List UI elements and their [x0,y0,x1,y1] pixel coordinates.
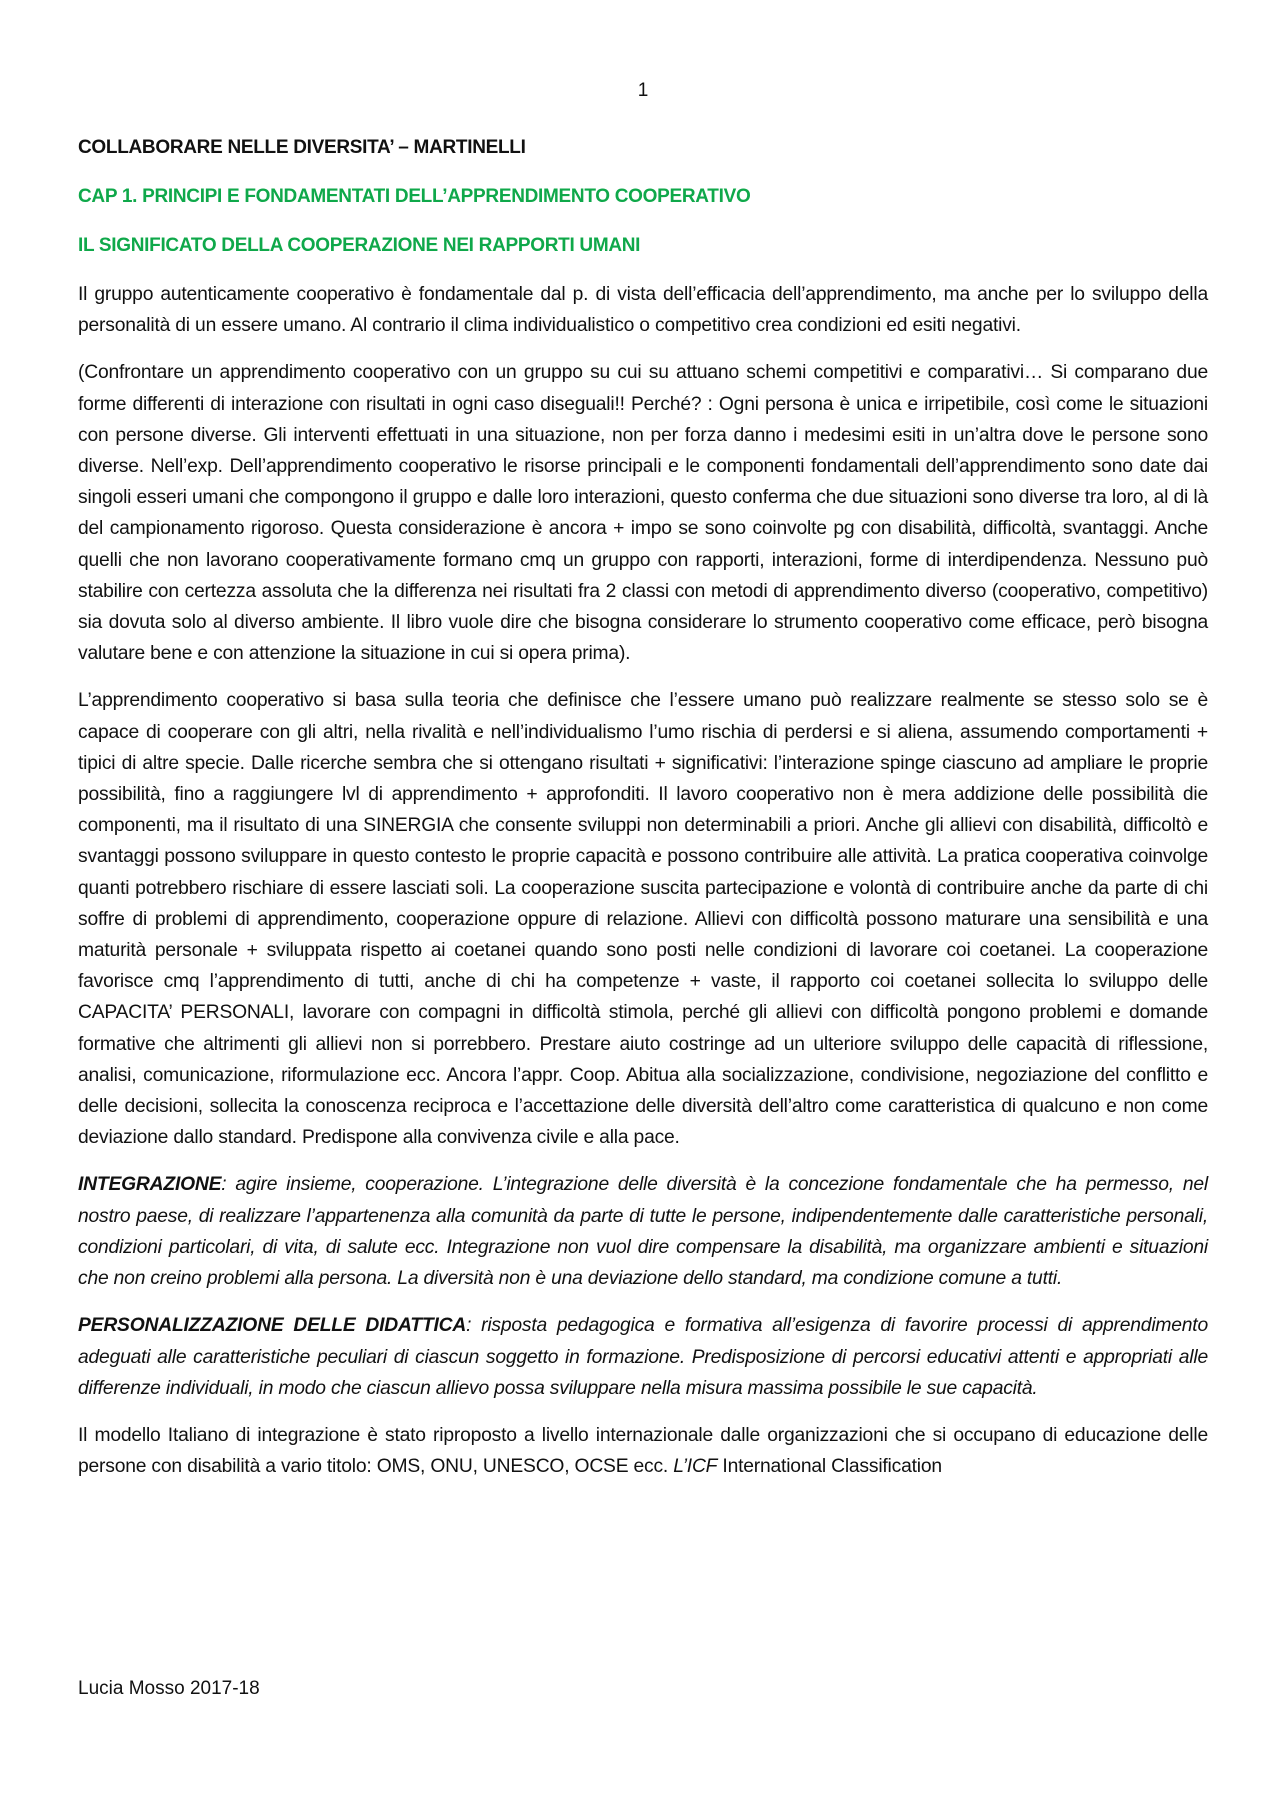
paragraph-personalizzazione [78,1310,1208,1404]
definition-integrazione: : agire insieme, cooperazione. L’integrazione delle diversità è la concezione fondamentale che ha permesso, nel nostro paese, di realizzare l’appartenenza alla comunità da parte di tutte le persone, indipendentemente dalle caratteristiche personali, condizioni particolari, di vita, di salute ecc. Integrazione non vuol dire compensare la disabilità, ma organizzare ambienti e situazioni che non creino problemi alla persona. La diversità non è una deviazione dello standard, ma condizione comune a tutti. [78,1174,1208,1290]
definition-personalizzazione: : risposta pedagogica e formativa all’esigenza di favorire processi di apprendimento adeguati alle caratteristiche peculiari di ciascun soggetto in formazione. Predisposizione di percorsi educativi attenti e appropriati alle differenze individuali, in modo che ciascun allievo possa sviluppare nella misura massima possibile le sue capacità. [78,1315,1208,1399]
paragraph-intro: Il gruppo autenticamente cooperativo è fondamentale dal p. di vista dell’efficacia dell’apprendimento, ma anche per lo sviluppo della personalità di un essere umano. Al contrario il clima individualistico o competitivo crea condizioni ed esiti negativi. [78,284,1208,337]
icf-abbreviation: L’ICF [673,1456,718,1478]
paragraph-modello-italiano [78,1420,1208,1482]
document-body [78,279,1208,1498]
page-number: 1 [637,80,649,101]
paragraph-comparison: (Confrontare un apprendimento cooperativo con un gruppo su cui su attuano schemi competitivi e comparativi… Si comparano due forme differenti di interazione con risultati in ogni caso diseguali!! Perché? : Ogni persona è unica e irripetibile, così come le situazioni con persone diverse. Gli interventi effettuati in una situazione, non per forza danno i medesimi esiti in un’altra dove le persone sono diverse. Nell’exp. Dell’apprendimento cooperativo le risorse principali e le componenti fondamentali dell’apprendimento sono date dai singoli esseri umani che compongono il gruppo e dalle loro interazioni, questo conferma che due situazioni sono diverse tra loro, al di là del campionamento rigoroso. Questa considerazione è ancora + impo se sono coinvolte pg con disabilità, difficoltà, svantaggi. Anche quelli che non lavorano cooperativamente formano cmq un gruppo con rapporti, interazioni, forme di interdipendenza. Nessuno può stabilire con certezza assoluta che la differenza nei risultati fra 2 classi con metodi di apprendimento diverso (cooperativo, competitivo) sia dovuta solo al diverso ambiente. Il libro vuole dire che bisogna considerare lo strumento cooperativo come efficace, però bisogna valutare bene e con attenzione la situazione in cui si opera prima). [78,362,1208,665]
term-personalizzazione: PERSONALIZZAZIONE DELLE DIDATTICA [78,1315,467,1337]
term-integrazione: INTEGRAZIONE [78,1174,222,1196]
modello-text: Il modello Italiano di integrazione è stato riproposto a livello internazionale dalle organizzazioni che si occupano di educazione delle persone con disabilità a vario titolo: OMS, ONU, UNESCO, OCSE ecc. [78,1424,1208,1478]
chapter-title: CAP 1. PRINCIPI E FONDAMENTATI DELL’APPRENDIMENTO COOPERATIVO [78,186,751,207]
document-title: COLLABORARE NELLE DIVERSITA’ – MARTINELLI [78,137,526,158]
section-title: IL SIGNIFICATO DELLA COOPERAZIONE NEI RAPPORTI UMANI [78,235,641,256]
paragraph-cooperative-learning: L’apprendimento cooperativo si basa sulla teoria che definisce che l’essere umano può realizzare realmente se stesso solo se è capace di cooperare con gli altri, nella rivalità e nell’individualismo l’umo rischia di perdersi e si aliena, assumendo comportamenti + tipici di altre specie. Dalle ricerche sembra che si ottengano risultati + significativi: l’interazione spinge ciascuno ad ampliare le proprie possibilità, fino a raggiungere lvl di apprendimento + approfonditi. Il lavoro cooperativo non è mera addizione delle possibilità die componenti, ma il risultato di una SINERGIA che consente sviluppi non determinabili a priori. Anche gli allievi con disabilità, difficoltò e svantaggi possono sviluppare in questo contesto le proprie capacità e possono contribuire alle attività. La pratica cooperativa coinvolge quanti potrebbero rischiare di essere lasciati soli. La cooperazione suscita partecipazione e volontà di contribuire anche da parte di chi soffre di problemi di apprendimento, cooperazione oppure di relazione. Allievi con difficoltà possono maturare una sensibilità e una maturità personale + sviluppata rispetto ai coetanei quando sono posti nelle condizioni di lavorare coi coetanei. La cooperazione favorisce cmq l’apprendimento di tutti, anche di chi ha competenze + vaste, il rapporto coi coetanei sollecita lo sviluppo delle CAPACITA’ PERSONALI, lavorare con compagni in difficoltà stimola, perché gli allievi con difficoltà pongono problemi e domande formative che altrimenti gli allievi non si porrebbero. Prestare aiuto costringe ad un ulteriore sviluppo delle capacità di riflessione, analisi, comunicazione, riformulazione ecc. Ancora l’appr. Coop. Abitua alla socializzazione, condivisione, negoziazione del conflitto e delle decisioni, sollecita la conoscenza reciproca e l’accettazione delle diversità dell’altro come caratteristica di qualcuno e non come deviazione dallo standard. Predispone alla convivenza civile e alla pace. [78,690,1208,1149]
icf-text: International Classification [717,1456,942,1478]
paragraph-integrazione [78,1169,1208,1294]
page-footer: Lucia Mosso 2017-18 [78,1678,260,1699]
